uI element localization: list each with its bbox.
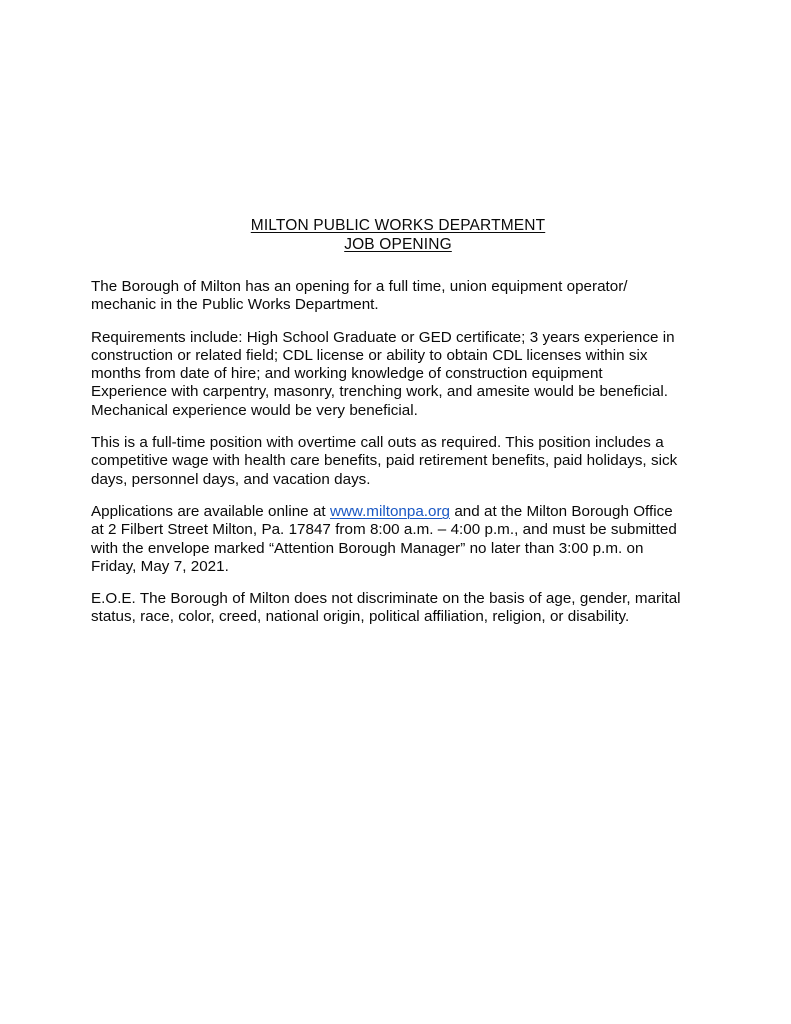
p5-line-2: status, race, color, creed, national origin, political affiliation, religion, or disability. xyxy=(91,608,630,626)
p1-line-1: The Borough of Milton has an opening for a full time, union equipment operator/ xyxy=(91,278,628,295)
p3-line-2: competitive wage with health care benefits, paid retirement benefits, paid holidays, sick xyxy=(91,452,678,470)
p2-line-3: months from date of hire; and working knowledge of construction equipment xyxy=(91,365,603,383)
document-body xyxy=(91,216,699,627)
heading-line-job-opening: JOB OPENING xyxy=(344,236,452,253)
heading-spacer xyxy=(91,254,699,278)
p4-line-2: at 2 Filbert Street Milton, Pa. 17847 from 8:00 a.m. – 4:00 p.m., and must be submitted xyxy=(91,521,677,539)
p4-line-3: with the envelope marked “Attention Borough Manager” no later than 3:00 p.m. on xyxy=(91,539,644,557)
paragraph-opening-summary xyxy=(91,278,699,315)
p2-line-2: construction or related field; CDL license or ability to obtain CDL licenses within six xyxy=(91,346,648,364)
paragraph-requirements xyxy=(91,329,699,420)
p2-line-1: Requirements include: High School Graduate or GED certificate; 3 years experience in xyxy=(91,328,675,346)
p3-line-3: days, personnel days, and vacation days. xyxy=(91,470,371,488)
paragraph-compensation xyxy=(91,434,699,489)
paragraph-application-instructions xyxy=(91,503,699,576)
p2-line-5: Mechanical experience would be very beneficial. xyxy=(91,401,418,419)
p1-line-2: mechanic in the Public Works Department. xyxy=(91,296,379,314)
paragraph-eoe-statement xyxy=(91,590,699,627)
p5-line-1: E.O.E. The Borough of Milton does not discriminate on the basis of age, gender, marital xyxy=(91,590,681,608)
p2-line-4: Experience with carpentry, masonry, trenching work, and amesite would be beneficial. xyxy=(91,383,668,401)
p4-line-1-suffix: and at the Milton Borough Office xyxy=(450,502,673,520)
p4-line-1-prefix: Applications are available online at xyxy=(91,502,330,520)
document-heading xyxy=(91,216,699,254)
miltonpa-website-link[interactable]: www.miltonpa.org xyxy=(329,502,450,520)
p3-line-1: This is a full-time position with overtime call outs as required. This position includes a xyxy=(91,434,664,452)
heading-line-department: MILTON PUBLIC WORKS DEPARTMENT xyxy=(250,217,546,234)
p4-line-4-deadline: Friday, May 7, 2021. xyxy=(91,557,229,575)
